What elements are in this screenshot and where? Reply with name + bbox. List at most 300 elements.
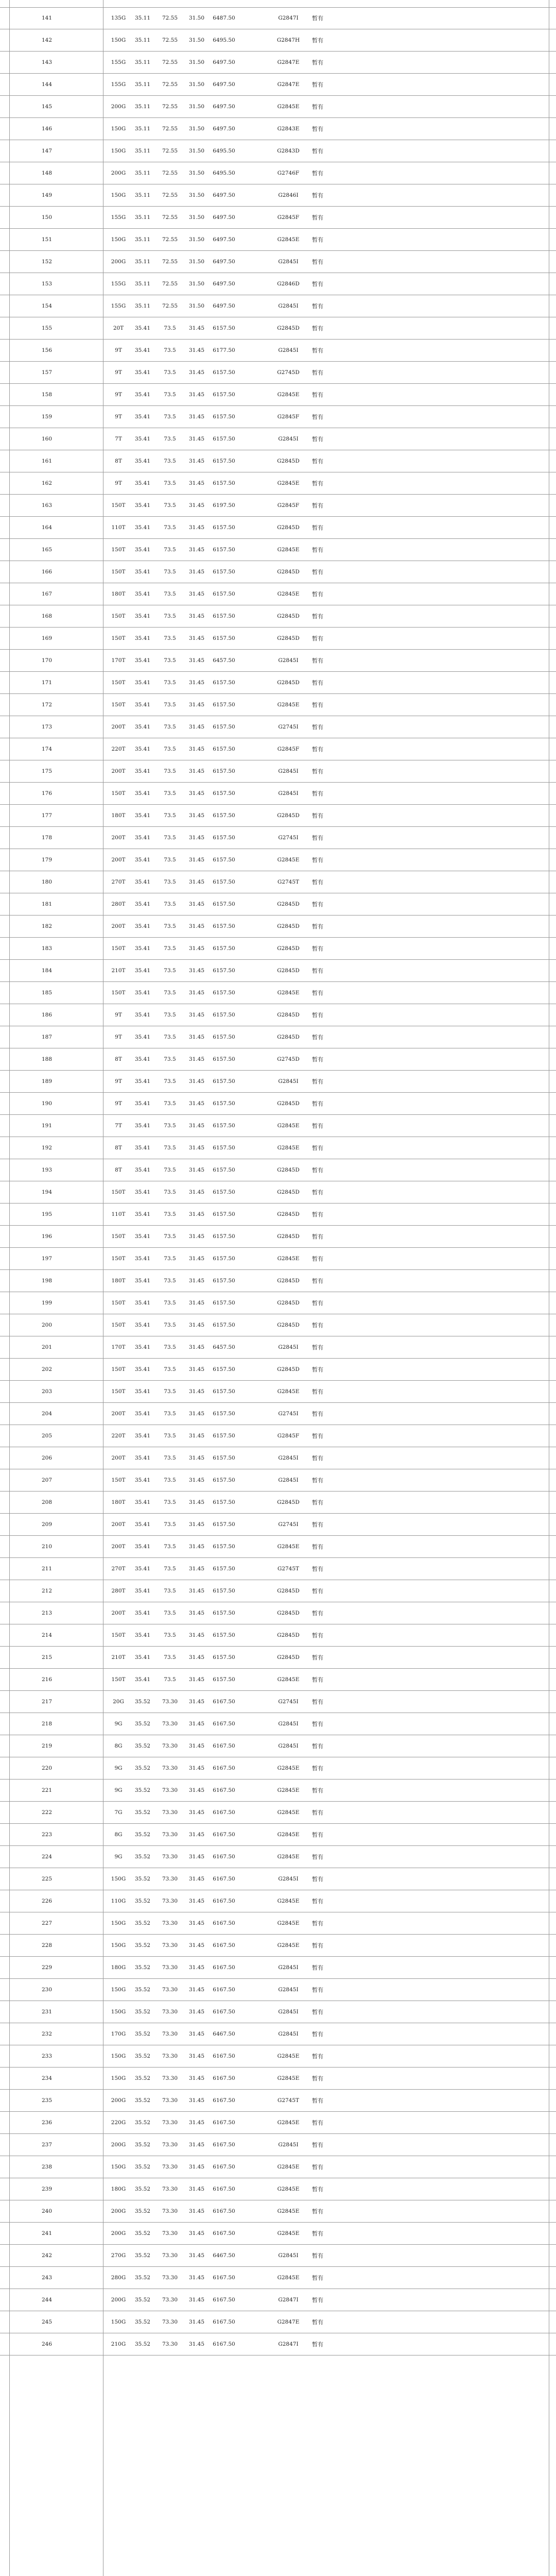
- value-a-cell: 35.11: [134, 37, 151, 43]
- total-cell: 6167.50: [213, 2208, 235, 2214]
- total-cell: 6157.50: [213, 1322, 235, 1328]
- table-row: [0, 583, 556, 605]
- table-row: [0, 2200, 556, 2223]
- size-cell: 220T: [111, 746, 126, 752]
- size-cell: 200T: [111, 1544, 126, 1550]
- total-cell: 6167.50: [213, 2075, 235, 2081]
- size-cell: 210T: [111, 968, 126, 974]
- row-index: 233: [41, 2053, 53, 2059]
- code-cell: G2845D: [277, 1233, 300, 1240]
- status-cell: 暂有: [312, 81, 323, 88]
- value-a-cell: 35.41: [134, 635, 151, 641]
- code-cell: G2846D: [277, 281, 300, 287]
- value-b-cell: 73.5: [164, 724, 176, 730]
- table-row: [0, 7, 556, 29]
- value-b-cell: 73.30: [162, 1765, 178, 1771]
- status-cell: 暂有: [312, 1721, 323, 1727]
- row-index: 158: [41, 392, 53, 398]
- value-a-cell: 35.52: [134, 1854, 151, 1860]
- table-row: [0, 672, 556, 694]
- value-a-cell: 35.11: [134, 59, 151, 65]
- code-cell: G2745D: [277, 1056, 300, 1062]
- status-cell: 暂有: [312, 1123, 323, 1129]
- table-row: [0, 1669, 556, 1691]
- value-c-cell: 31.45: [188, 2297, 205, 2303]
- value-c-cell: 31.50: [188, 303, 205, 309]
- total-cell: 6157.50: [213, 1588, 235, 1594]
- table-row: [0, 1425, 556, 1447]
- value-a-cell: 35.41: [134, 1078, 151, 1084]
- value-a-cell: 35.41: [134, 1388, 151, 1395]
- value-a-cell: 35.41: [134, 657, 151, 664]
- size-cell: 150G: [111, 2075, 126, 2081]
- code-cell: G2845F: [277, 1433, 300, 1439]
- row-index: 146: [41, 126, 53, 132]
- value-c-cell: 31.45: [188, 2075, 205, 2081]
- total-cell: 6167.50: [213, 2053, 235, 2059]
- total-cell: 6167.50: [213, 1832, 235, 1838]
- value-b-cell: 73.30: [162, 2097, 178, 2104]
- value-b-cell: 73.30: [162, 2319, 178, 2325]
- status-cell: 暂有: [312, 1256, 323, 1262]
- status-cell: 暂有: [312, 1566, 323, 1572]
- table-row: [0, 760, 556, 783]
- code-cell: G2845E: [277, 1388, 300, 1395]
- value-c-cell: 31.45: [188, 1654, 205, 1660]
- value-c-cell: 31.45: [188, 325, 205, 331]
- size-cell: 8T: [115, 1145, 122, 1151]
- value-b-cell: 73.5: [164, 1233, 176, 1240]
- code-cell: G2845E: [277, 2120, 300, 2126]
- size-cell: 9T: [115, 392, 122, 398]
- code-cell: G2845D: [277, 680, 300, 686]
- total-cell: 6157.50: [213, 547, 235, 553]
- status-cell: 暂有: [312, 325, 323, 332]
- status-cell: 暂有: [312, 835, 323, 841]
- code-cell: G2745I: [278, 1699, 299, 1705]
- value-c-cell: 31.45: [188, 635, 205, 641]
- row-index: 242: [41, 2252, 53, 2259]
- value-c-cell: 31.45: [188, 1787, 205, 1793]
- value-a-cell: 35.41: [134, 1123, 151, 1129]
- size-cell: 9T: [115, 480, 122, 486]
- row-index: 196: [41, 1233, 53, 1240]
- value-c-cell: 31.45: [188, 1964, 205, 1971]
- value-c-cell: 31.45: [188, 1322, 205, 1328]
- table-row: [0, 428, 556, 450]
- code-cell: G2845E: [277, 236, 300, 243]
- size-cell: 135G: [111, 15, 126, 21]
- code-cell: G2745D: [277, 369, 300, 376]
- total-cell: 6497.50: [213, 236, 235, 243]
- size-cell: 7G: [114, 1809, 123, 1816]
- value-c-cell: 31.45: [188, 2142, 205, 2148]
- row-index: 188: [41, 1056, 53, 1062]
- table-row: [0, 805, 556, 827]
- size-cell: 150T: [111, 1676, 126, 1683]
- value-b-cell: 73.30: [162, 2341, 178, 2347]
- code-cell: G2845D: [277, 1167, 300, 1173]
- row-index: 243: [41, 2275, 53, 2281]
- row-index: 168: [41, 613, 53, 619]
- total-cell: 6157.50: [213, 458, 235, 464]
- table-row: [0, 605, 556, 628]
- value-a-cell: 35.52: [134, 2341, 151, 2347]
- value-a-cell: 35.52: [134, 1743, 151, 1749]
- value-b-cell: 73.30: [162, 2186, 178, 2192]
- value-b-cell: 73.5: [164, 945, 176, 952]
- value-b-cell: 72.55: [162, 37, 178, 43]
- value-c-cell: 31.45: [188, 369, 205, 376]
- total-cell: 6497.50: [213, 259, 235, 265]
- value-c-cell: 31.50: [188, 170, 205, 176]
- table-row: [0, 1735, 556, 1757]
- status-cell: 暂有: [312, 1300, 323, 1307]
- value-a-cell: 35.41: [134, 1322, 151, 1328]
- value-b-cell: 73.30: [162, 1832, 178, 1838]
- value-c-cell: 31.45: [188, 1809, 205, 1816]
- table-row: [0, 1757, 556, 1780]
- row-index: 175: [41, 768, 53, 774]
- value-c-cell: 31.45: [188, 1012, 205, 1018]
- value-a-cell: 35.41: [134, 591, 151, 597]
- value-c-cell: 31.45: [188, 1854, 205, 1860]
- value-a-cell: 35.52: [134, 1699, 151, 1705]
- table-row: [0, 1447, 556, 1469]
- value-b-cell: 73.30: [162, 2120, 178, 2126]
- row-index: 234: [41, 2075, 53, 2081]
- row-index: 217: [41, 1699, 53, 1705]
- status-cell: 暂有: [312, 369, 323, 376]
- table-row: [0, 2178, 556, 2200]
- status-cell: 暂有: [312, 768, 323, 775]
- total-cell: 6157.50: [213, 724, 235, 730]
- code-cell: G2847E: [277, 59, 300, 65]
- status-cell: 暂有: [312, 15, 323, 22]
- table-row: [0, 1602, 556, 1624]
- status-cell: 暂有: [312, 2031, 323, 2038]
- value-b-cell: 73.30: [162, 1787, 178, 1793]
- code-cell: G2845E: [277, 2275, 300, 2281]
- value-a-cell: 35.52: [134, 1920, 151, 1926]
- row-index: 215: [41, 1654, 53, 1660]
- total-cell: 6497.50: [213, 104, 235, 110]
- value-b-cell: 72.55: [162, 59, 178, 65]
- value-a-cell: 35.41: [134, 547, 151, 553]
- value-a-cell: 35.11: [134, 281, 151, 287]
- total-cell: 6167.50: [213, 1765, 235, 1771]
- row-index: 163: [41, 502, 53, 509]
- code-cell: G2845E: [277, 1765, 300, 1771]
- total-cell: 6157.50: [213, 1676, 235, 1683]
- value-c-cell: 31.45: [188, 2053, 205, 2059]
- status-cell: 暂有: [312, 436, 323, 443]
- total-cell: 6497.50: [213, 192, 235, 198]
- value-c-cell: 31.45: [188, 2097, 205, 2104]
- size-cell: 200T: [111, 768, 126, 774]
- value-c-cell: 31.45: [188, 901, 205, 907]
- size-cell: 9G: [114, 1787, 123, 1793]
- code-cell: G2845D: [277, 1499, 300, 1505]
- status-cell: 暂有: [312, 1411, 323, 1417]
- row-index: 150: [41, 214, 53, 221]
- code-cell: G2845E: [277, 1809, 300, 1816]
- table-row: [0, 2023, 556, 2045]
- value-c-cell: 31.50: [188, 192, 205, 198]
- value-a-cell: 35.41: [134, 1344, 151, 1350]
- value-a-cell: 35.52: [134, 1898, 151, 1904]
- value-c-cell: 31.45: [188, 724, 205, 730]
- row-index: 174: [41, 746, 53, 752]
- status-cell: 暂有: [312, 1366, 323, 1373]
- value-c-cell: 31.45: [188, 547, 205, 553]
- code-cell: G2745T: [277, 879, 300, 885]
- table-row: [0, 1248, 556, 1270]
- total-cell: 6495.50: [213, 37, 235, 43]
- value-b-cell: 73.30: [162, 1987, 178, 1993]
- value-c-cell: 31.45: [188, 1588, 205, 1594]
- size-cell: 200G: [111, 259, 126, 265]
- value-c-cell: 31.45: [188, 1388, 205, 1395]
- code-cell: G2845I: [278, 1876, 299, 1882]
- total-cell: 6497.50: [213, 214, 235, 221]
- value-a-cell: 35.41: [134, 613, 151, 619]
- total-cell: 6157.50: [213, 1499, 235, 1505]
- value-b-cell: 73.5: [164, 1388, 176, 1395]
- row-index: 237: [41, 2142, 53, 2148]
- code-cell: G2745I: [278, 1411, 299, 1417]
- value-a-cell: 35.41: [134, 1256, 151, 1262]
- row-index: 239: [41, 2186, 53, 2192]
- size-cell: 150T: [111, 1256, 126, 1262]
- status-cell: 暂有: [312, 1078, 323, 1085]
- total-cell: 6157.50: [213, 835, 235, 841]
- table-row: [0, 96, 556, 118]
- code-cell: G2845I: [278, 436, 299, 442]
- total-cell: 6157.50: [213, 1433, 235, 1439]
- status-cell: 暂有: [312, 1809, 323, 1816]
- value-c-cell: 31.45: [188, 1034, 205, 1040]
- total-cell: 6167.50: [213, 2186, 235, 2192]
- total-cell: 6157.50: [213, 1012, 235, 1018]
- value-a-cell: 35.41: [134, 1167, 151, 1173]
- row-index: 230: [41, 1987, 53, 1993]
- value-a-cell: 35.41: [134, 1145, 151, 1151]
- value-a-cell: 35.41: [134, 1211, 151, 1217]
- value-b-cell: 73.5: [164, 1632, 176, 1638]
- value-a-cell: 35.52: [134, 2009, 151, 2015]
- value-b-cell: 73.30: [162, 2009, 178, 2015]
- size-cell: 180G: [111, 2186, 126, 2192]
- value-c-cell: 31.45: [188, 768, 205, 774]
- status-cell: 暂有: [312, 1477, 323, 1484]
- status-cell: 暂有: [312, 303, 323, 310]
- value-c-cell: 31.45: [188, 613, 205, 619]
- total-cell: 6157.50: [213, 857, 235, 863]
- value-b-cell: 73.30: [162, 2275, 178, 2281]
- table-row: [0, 184, 556, 207]
- status-cell: 暂有: [312, 2075, 323, 2082]
- row-index: 213: [41, 1610, 53, 1616]
- status-cell: 暂有: [312, 746, 323, 753]
- total-cell: 6157.50: [213, 569, 235, 575]
- size-cell: 180G: [111, 1964, 126, 1971]
- size-cell: 200G: [111, 2142, 126, 2148]
- value-b-cell: 73.5: [164, 414, 176, 420]
- value-b-cell: 73.5: [164, 657, 176, 664]
- row-index: 187: [41, 1034, 53, 1040]
- size-cell: 110T: [111, 524, 126, 531]
- value-b-cell: 73.5: [164, 1034, 176, 1040]
- value-c-cell: 31.45: [188, 923, 205, 929]
- total-cell: 6157.50: [213, 1123, 235, 1129]
- value-a-cell: 35.52: [134, 1787, 151, 1793]
- total-cell: 6157.50: [213, 768, 235, 774]
- value-b-cell: 72.55: [162, 192, 178, 198]
- value-b-cell: 73.5: [164, 1610, 176, 1616]
- value-a-cell: 35.41: [134, 1433, 151, 1439]
- value-c-cell: 31.45: [188, 436, 205, 442]
- size-cell: 150T: [111, 680, 126, 686]
- total-cell: 6497.50: [213, 126, 235, 132]
- size-cell: 150T: [111, 1189, 126, 1195]
- code-cell: G2843E: [277, 126, 300, 132]
- status-cell: 暂有: [312, 1278, 323, 1284]
- value-a-cell: 35.52: [134, 2142, 151, 2148]
- value-b-cell: 73.5: [164, 702, 176, 708]
- size-cell: 280T: [111, 1588, 126, 1594]
- status-cell: 暂有: [312, 1765, 323, 1772]
- code-cell: G2845E: [277, 990, 300, 996]
- row-index: 216: [41, 1676, 53, 1683]
- table-row: [0, 849, 556, 871]
- size-cell: 150T: [111, 502, 126, 509]
- size-cell: 150G: [111, 2319, 126, 2325]
- total-cell: 6157.50: [213, 436, 235, 442]
- value-b-cell: 73.5: [164, 1544, 176, 1550]
- value-c-cell: 31.45: [188, 680, 205, 686]
- total-cell: 6157.50: [213, 1145, 235, 1151]
- size-cell: 150T: [111, 1366, 126, 1372]
- row-index: 227: [41, 1920, 53, 1926]
- value-a-cell: 35.11: [134, 214, 151, 221]
- total-cell: 6167.50: [213, 1942, 235, 1948]
- status-cell: 暂有: [312, 1987, 323, 1993]
- row-index: 245: [41, 2319, 53, 2325]
- value-b-cell: 73.30: [162, 1699, 178, 1705]
- total-cell: 6157.50: [213, 812, 235, 819]
- total-cell: 6157.50: [213, 945, 235, 952]
- row-index: 143: [41, 59, 53, 65]
- code-cell: G2847E: [277, 2319, 300, 2325]
- code-cell: G2845E: [277, 547, 300, 553]
- table-row: [0, 29, 556, 52]
- total-cell: 6167.50: [213, 2297, 235, 2303]
- status-cell: 暂有: [312, 1876, 323, 1883]
- value-a-cell: 35.52: [134, 2319, 151, 2325]
- value-c-cell: 31.45: [188, 1920, 205, 1926]
- size-cell: 150T: [111, 990, 126, 996]
- table-row: [0, 2311, 556, 2333]
- row-index: 232: [41, 2031, 53, 2037]
- value-b-cell: 73.5: [164, 1366, 176, 1372]
- total-cell: 6157.50: [213, 923, 235, 929]
- value-b-cell: 72.55: [162, 303, 178, 309]
- value-c-cell: 31.45: [188, 1499, 205, 1505]
- row-index: 195: [41, 1211, 53, 1217]
- size-cell: 180T: [111, 1278, 126, 1284]
- table-row: [0, 74, 556, 96]
- status-cell: 暂有: [312, 1676, 323, 1683]
- value-b-cell: 73.5: [164, 812, 176, 819]
- table-row: [0, 694, 556, 716]
- value-a-cell: 35.11: [134, 126, 151, 132]
- table-row: [0, 2067, 556, 2090]
- total-cell: 6197.50: [213, 502, 235, 509]
- table-row: [0, 1802, 556, 1824]
- value-b-cell: 73.30: [162, 1942, 178, 1948]
- value-b-cell: 72.55: [162, 281, 178, 287]
- size-cell: 9T: [115, 369, 122, 376]
- row-index: 198: [41, 1278, 53, 1284]
- status-cell: 暂有: [312, 657, 323, 664]
- size-cell: 155G: [111, 214, 126, 221]
- value-a-cell: 35.52: [134, 2097, 151, 2104]
- total-cell: 6157.50: [213, 1278, 235, 1284]
- size-cell: 8T: [115, 1167, 122, 1173]
- row-index: 145: [41, 104, 53, 110]
- value-a-cell: 35.41: [134, 1477, 151, 1483]
- code-cell: G2845D: [277, 1211, 300, 1217]
- size-cell: 9T: [115, 414, 122, 420]
- size-cell: 150T: [111, 1477, 126, 1483]
- value-b-cell: 73.30: [162, 2297, 178, 2303]
- total-cell: 6157.50: [213, 1566, 235, 1572]
- status-cell: 暂有: [312, 1588, 323, 1595]
- code-cell: G2847E: [277, 81, 300, 88]
- code-cell: G2845I: [278, 2031, 299, 2037]
- total-cell: 6157.50: [213, 369, 235, 376]
- table-row: [0, 1979, 556, 2001]
- total-cell: 6157.50: [213, 1300, 235, 1306]
- row-index: 224: [41, 1854, 53, 1860]
- total-cell: 6167.50: [213, 2341, 235, 2347]
- value-b-cell: 72.55: [162, 236, 178, 243]
- value-b-cell: 72.55: [162, 170, 178, 176]
- code-cell: G2845E: [277, 857, 300, 863]
- code-cell: G2845D: [277, 458, 300, 464]
- total-cell: 6167.50: [213, 1787, 235, 1793]
- value-a-cell: 35.41: [134, 1189, 151, 1195]
- total-cell: 6167.50: [213, 2009, 235, 2015]
- value-b-cell: 73.5: [164, 1100, 176, 1107]
- value-b-cell: 73.30: [162, 1898, 178, 1904]
- total-cell: 6157.50: [213, 790, 235, 796]
- value-a-cell: 35.41: [134, 746, 151, 752]
- size-cell: 150T: [111, 1388, 126, 1395]
- value-a-cell: 35.41: [134, 1455, 151, 1461]
- code-cell: G2845D: [277, 1588, 300, 1594]
- value-a-cell: 35.41: [134, 392, 151, 398]
- value-b-cell: 73.5: [164, 1189, 176, 1195]
- code-cell: G2845D: [277, 923, 300, 929]
- row-index: 183: [41, 945, 53, 952]
- total-cell: 6167.50: [213, 2319, 235, 2325]
- value-b-cell: 73.30: [162, 1920, 178, 1926]
- code-cell: G2845E: [277, 1920, 300, 1926]
- value-b-cell: 73.5: [164, 547, 176, 553]
- value-b-cell: 73.5: [164, 1411, 176, 1417]
